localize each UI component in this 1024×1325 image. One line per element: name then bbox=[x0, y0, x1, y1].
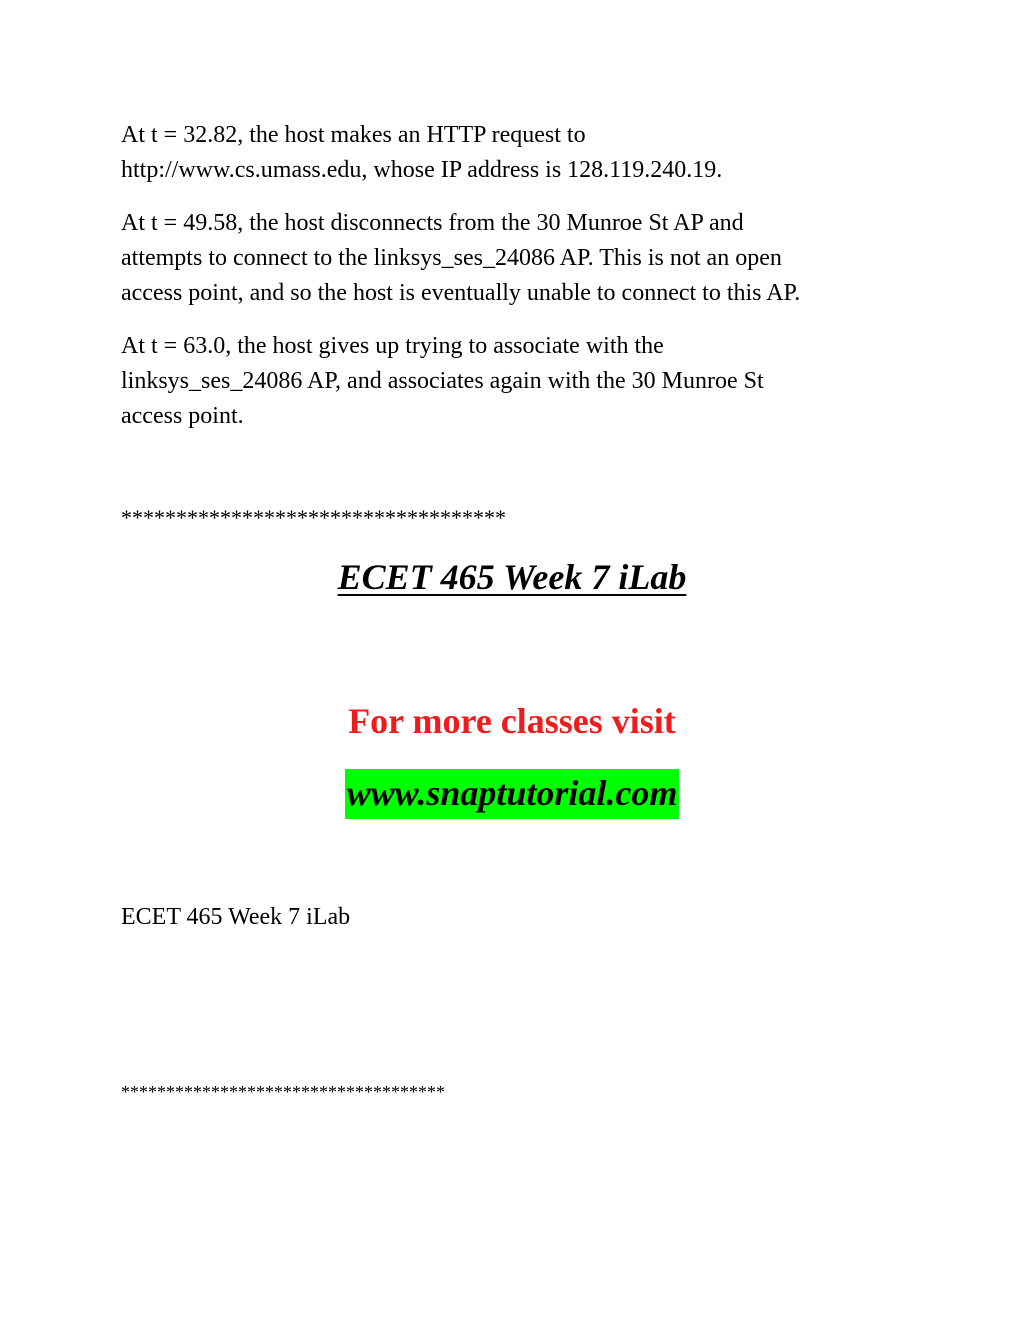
paragraph-line: access point. bbox=[121, 403, 244, 429]
paragraph-disconnect bbox=[121, 206, 911, 311]
paragraph-line: At t = 63.0, the host gives up trying to associate with the bbox=[121, 333, 664, 359]
separator-top: *********************************** bbox=[121, 505, 506, 530]
site-link[interactable]: www.snaptutorial.com bbox=[345, 769, 680, 819]
plain-title: ECET 465 Week 7 iLab bbox=[121, 904, 351, 930]
page-heading: ECET 465 Week 7 iLab bbox=[337, 557, 687, 597]
paragraph-line: attempts to connect to the linksys_ses_24086 AP. This is not an open bbox=[121, 245, 782, 271]
paragraph-http-request bbox=[121, 118, 911, 188]
separator-bottom: ************************************ bbox=[121, 1082, 445, 1102]
cta-text: For more classes visit bbox=[348, 701, 676, 741]
paragraph-line: At t = 49.58, the host disconnects from the 30 Munroe St AP and bbox=[121, 210, 744, 236]
paragraph-line: linksys_ses_24086 AP, and associates again with the 30 Munroe St bbox=[121, 368, 764, 394]
paragraph-reassociate bbox=[121, 329, 911, 434]
paragraph-line: http://www.cs.umass.edu, whose IP address is 128.119.240.19. bbox=[121, 157, 723, 183]
site-link-wrapper bbox=[0, 769, 1024, 819]
paragraph-line: At t = 32.82, the host makes an HTTP request to bbox=[121, 122, 586, 148]
paragraph-line: access point, and so the host is eventually unable to connect to this AP. bbox=[121, 280, 801, 306]
